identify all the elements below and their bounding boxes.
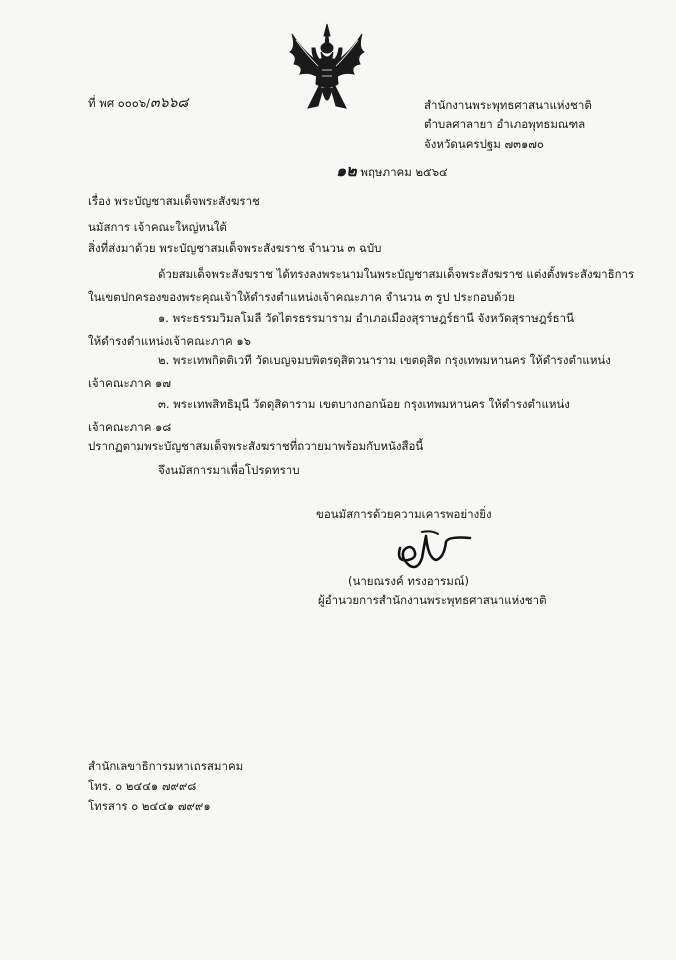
salutation-line: นมัสการ เจ้าคณะใหญ่หนใต้: [88, 220, 227, 234]
letter-date: [336, 161, 448, 180]
office-name: สำนักงานพระพุทธศาสนาแห่งชาติ: [424, 98, 592, 112]
document-number-prefix: ที่ พศ ๐๐๐๖/: [88, 96, 151, 110]
footer-fax: โทรสาร ๐ ๒๔๔๑ ๗๙๙๑: [88, 799, 211, 813]
item-2-line-1: ๒. พระเทพกิตติเวที วัดเบญจมบพิตรดุสิตวนาราม เขตดุสิต กรุงเทพมหานคร ให้ดำรงตำแหน่ง: [158, 353, 611, 367]
document-number-handwritten: ๓๖๖๘: [150, 95, 189, 111]
subject-line: เรื่อง พระบัญชาสมเด็จพระสังฆราช: [88, 194, 260, 208]
item-1-line-1: ๑. พระธรรมวิมลโมลี วัดไตรธรรมาราม อำเภอเมืองสุราษฎร์ธานี จังหวัดสุราษฎร์ธานี: [158, 311, 574, 325]
item-3-line-2: เจ้าคณะภาค ๑๘: [88, 420, 172, 434]
signer-name: (นายณรงค์ ทรงอารมณ์): [348, 574, 470, 588]
office-address-line-2: จังหวัดนครปฐม ๗๓๑๗๐: [424, 137, 544, 151]
item-3-line-1: ๓. พระเทพสิทธิมุนี วัดดุสิดาราม เขตบางกอกน้อย กรุงเทพมหานคร ให้ดำรงตำแหน่ง: [158, 397, 570, 411]
office-address-line-1: ตำบลศาลายา อำเภอพุทธมณฑล: [424, 117, 586, 131]
signer-title: ผู้อำนวยการสำนักงานพระพุทธศาสนาแห่งชาติ: [318, 593, 547, 607]
item-1-line-2: ให้ดำรงตำแหน่งเจ้าคณะภาค ๑๖: [88, 334, 251, 348]
handwritten-signature-icon: [392, 528, 476, 572]
complimentary-close: ขอนมัสการด้วยความเคารพอย่างยิ่ง: [316, 507, 492, 521]
request-line: จึงนมัสการมาเพื่อโปรดทราบ: [158, 463, 300, 477]
document-number: [88, 96, 188, 110]
body-line-1: ด้วยสมเด็จพระสังฆราช ได้ทรงลงพระนามในพระบัญชาสมเด็จพระสังฆราช แต่งตั้งพระสังฆาธิการ: [158, 267, 635, 281]
garuda-emblem-icon: [282, 22, 372, 114]
date-month-year: พฤษภาคม ๒๕๖๔: [360, 165, 448, 179]
item-2-line-2: เจ้าคณะภาค ๑๗: [88, 376, 171, 390]
closing-paragraph: ปรากฏตามพระบัญชาสมเด็จพระสังฆราชที่ถวายมาพร้อมกับหนังสือนี้: [88, 439, 424, 453]
footer-phone: โทร. ๐ ๒๔๔๑ ๗๙๙๘: [88, 779, 197, 793]
footer-department: สำนักเลขาธิการมหาเถรสมาคม: [88, 759, 244, 773]
enclosure-line: สิ่งที่ส่งมาด้วย พระบัญชาสมเด็จพระสังฆราช จำนวน ๓ ฉบับ: [88, 241, 382, 255]
body-line-2: ในเขตปกครองของพระคุณเจ้าให้ดำรงตำแหน่งเจ้าคณะภาค จำนวน ๓ รูป ประกอบด้วย: [88, 290, 515, 304]
date-day-handwritten: ๑๒: [336, 161, 357, 180]
